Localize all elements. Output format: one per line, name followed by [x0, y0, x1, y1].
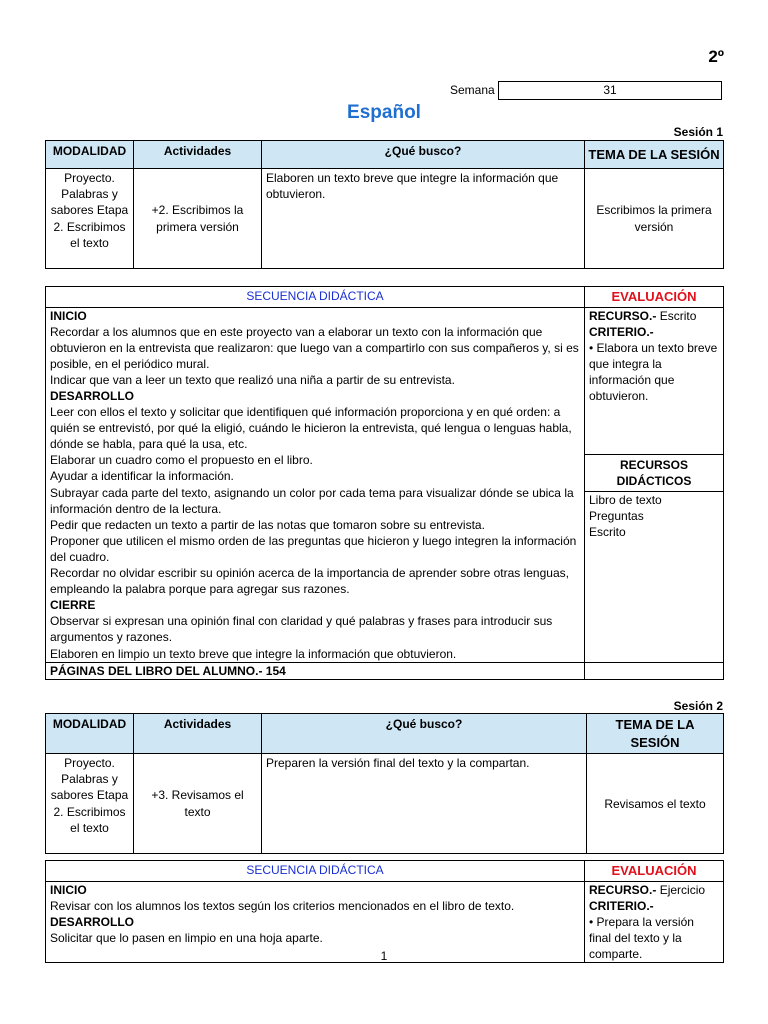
s1-inicio-1: Indicar que van a leer un texto que realizó una niña a partir de su entrevista.: [50, 372, 455, 387]
s2-inicio-heading: INICIO: [50, 882, 87, 897]
evaluacion-header: EVALUACIÓN: [585, 287, 724, 308]
recursos-didacticos-header: RECURSOS DIDÁCTICOS: [585, 454, 723, 492]
desarrollo-heading: DESARROLLO: [50, 389, 134, 404]
secuencia-header: SECUENCIA DIDÁCTICA: [46, 287, 585, 308]
session-1-que-busco: Elaboren un texto breve que integre la información que obtuvieron.: [262, 169, 585, 269]
session-2-tema: Revisamos el texto: [587, 754, 724, 854]
week-label: Semana: [450, 83, 495, 98]
recurso-label: RECURSO.-: [589, 308, 657, 323]
session-2-modalidad: Proyecto. Palabras y sabores Etapa 2. Escribimos el texto: [46, 754, 134, 854]
que-busco-header: ¿Qué busco?: [262, 141, 585, 169]
session-1-actividad: +2. Escribimos la primera versión: [134, 169, 262, 269]
session-2-label: Sesión 2: [673, 699, 723, 713]
s2-evaluacion-header: EVALUACIÓN: [585, 861, 724, 882]
grade-label: 2º: [708, 47, 724, 66]
session-1-sequence-table: [45, 286, 724, 680]
s1-paginas: PÁGINAS DEL LIBRO DEL ALUMNO.- 154: [46, 662, 585, 679]
session-1-plan-table: [45, 140, 724, 269]
s1-desarrollo-4: Pedir que redacten un texto a partir de las notas que tomaron sobre su entrevista.: [50, 517, 485, 532]
s1-recurso-didactico-0: Libro de texto: [589, 492, 662, 507]
s2-desarrollo-heading: DESARROLLO: [50, 914, 134, 929]
s2-secuencia-header: SECUENCIA DIDÁCTICA: [46, 861, 585, 882]
session-2-que-busco: Preparen la versión final del texto y la compartan.: [262, 754, 587, 854]
s1-desarrollo-6: Recordar no olvidar escribir su opinión acerca de la importancia de aprender sobre otras lenguas, empleando la palabra porque para agregar sus razones.: [50, 566, 569, 597]
s2-tema-header: TEMA DE LA SESIÓN: [587, 714, 724, 754]
cierre-heading: CIERRE: [50, 598, 96, 613]
s1-desarrollo-1: Elaborar un cuadro como el propuesto en el libro.: [50, 453, 313, 468]
page-number: 1: [380, 949, 388, 963]
s1-recurso-didactico-2: Escrito: [589, 524, 626, 539]
s1-cierre-0: Observar si expresan una opinión final con claridad y qué palabras y frases para introducir sus argumentos y razones.: [50, 614, 553, 645]
session-2-actividad: +3. Revisamos el texto: [134, 754, 262, 854]
session-2-plan-table: [45, 713, 724, 854]
s1-desarrollo-2: Ayudar a identificar la información.: [50, 469, 234, 484]
s2-inicio-0: Revisar con los alumnos los textos según los criterios mencionados en el libro de texto.: [50, 898, 515, 913]
s2-recurso-value: Ejercicio: [659, 882, 706, 897]
week-row: [450, 81, 722, 100]
s2-criterio-label: CRITERIO.-: [589, 898, 654, 913]
s1-criterio-value: • Elabora un texto breve que integra la información que obtuvieron.: [589, 340, 718, 403]
s1-desarrollo-5: Proponer que utilicen el mismo orden de las preguntas que hicieron y luego integren la información del cuadro.: [50, 533, 577, 564]
modalidad-header: MODALIDAD: [46, 141, 134, 169]
subject-title: Español: [347, 102, 421, 123]
s1-desarrollo-0: Leer con ellos el texto y solicitar que identifiquen qué información proporciona y en qué orden: a quién se entrevistó, por qué la eligió, cuándo le hicieron la entrevista, qué lengua o lenguas habla, dónde se habla, para qué la usa, etc.: [50, 405, 572, 452]
s1-recurso-value: Escrito: [659, 308, 697, 323]
session-1-tema: Escribimos la primera versión: [585, 169, 724, 269]
session-1-sequence-body: [46, 307, 585, 662]
session-1-evaluation-body: [585, 307, 724, 662]
s2-criterio-value: • Prepara la versión final del texto y la comparte.: [589, 914, 694, 961]
s2-modalidad-header: MODALIDAD: [46, 714, 134, 754]
s1-inicio-0: Recordar a los alumnos que en este proyecto van a elaborar un texto con la información que obtuvieron en la entrevista que realizaron: que luego van a compartirlo con sus compañeros y, si es posible, en el periódico mural.: [50, 324, 579, 371]
s2-recurso-label: RECURSO.-: [589, 882, 657, 897]
s1-recurso-didactico-1: Preguntas: [589, 508, 644, 523]
s2-que-busco-header: ¿Qué busco?: [262, 714, 587, 754]
criterio-label: CRITERIO.-: [589, 324, 654, 339]
actividades-header: Actividades: [134, 141, 262, 169]
tema-header: TEMA DE LA SESIÓN: [585, 141, 724, 169]
session-1-label: Sesión 1: [673, 125, 723, 139]
session-1-modalidad: Proyecto. Palabras y sabores Etapa 2. Escribimos el texto: [46, 169, 134, 269]
s2-actividades-header: Actividades: [134, 714, 262, 754]
s2-desarrollo-0: Solicitar que lo pasen en limpio en una hoja aparte.: [50, 930, 323, 945]
s1-paginas-empty: [585, 662, 724, 679]
inicio-heading: INICIO: [50, 308, 87, 323]
week-value: 31: [498, 81, 722, 100]
s1-cierre-1: Elaboren en limpio un texto breve que integre la información que obtuvieron.: [50, 646, 457, 661]
s1-desarrollo-3: Subrayar cada parte del texto, asignando un color por cada tema para visualizar dónde se ubica la información dentro de la lectura.: [50, 485, 574, 516]
s1-evaluation-block: [589, 308, 719, 454]
